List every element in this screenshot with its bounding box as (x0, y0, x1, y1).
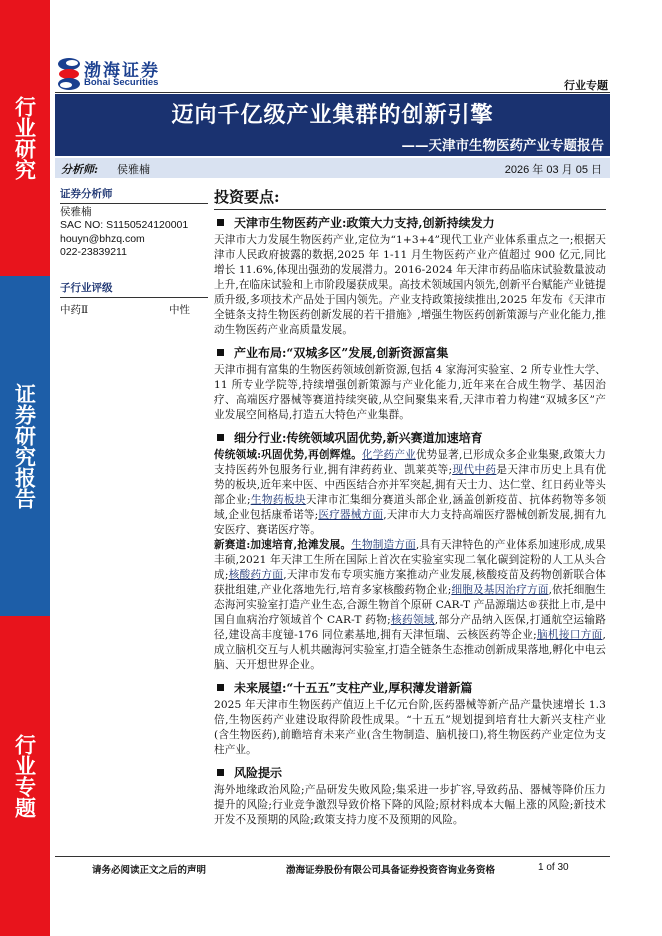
traditional-lead: 传统领域:巩固优势,再创辉煌。 (214, 449, 362, 461)
emerging-text-5: ,成立脑机交互与人机共融海河实验室,打造全链条生态推动创新成果落地,孵化中电云脑、天开想世界企业。 (214, 629, 606, 671)
footer-divider (55, 856, 610, 857)
traditional-text-3: 天津市汇集细分赛道头部企业,涵盖创新疫苗、抗体药物等多领域,企业包括康希诺等; (214, 494, 606, 521)
report-type: 行业专题 (564, 79, 608, 92)
emerging-text-4: ,部分产品纳入医保,打通航空运输路径,建设高丰度镱-176 同位素基地,拥有天津恒瑞、云核医药等企业; (214, 614, 606, 641)
link-medical-devices: 医疗器械方面 (318, 509, 384, 521)
header-divider (55, 92, 610, 93)
section-layout-title: 产业布局:“双城多区”发展,创新资源富集 (234, 346, 449, 360)
section-traditional-body (214, 448, 606, 538)
section-emerging-body (214, 538, 606, 673)
page-number: 1 of 30 (538, 862, 569, 873)
emerging-text-3: ,依托细胞生态海河实验室打造产业生态,合源生物首个原研 CAR-T 产品源瑞达®获批上市,是中国自血病治疗领域首个 CAR-T 药物; (214, 584, 606, 626)
section-risk-heading (214, 764, 606, 781)
link-biologics: 生物药板块 (250, 494, 306, 506)
section-segments-heading (214, 429, 606, 446)
emerging-text-2: ,天津市发布专项实施方案推动产业发展,核酸疫苗及药物创新联合体获批组建,产业化落地先行,培育多家核酸药物企业; (214, 569, 606, 596)
section-industry-body: 天津市大力发展生物医药产业,定位为“1+3+4”现代工业产业体系重点之一;根据天津市人民政府披露的数据,2025 年 1-11 月生物医药产业产值超过 900 亿元,同比增长 11.6%,体现出强劲的发展潜力。2016-2024 年天津市药品临床试验数量波动上升,在临床试验和上市阶段屡获成果。高技术领域国内领先,创新平台赋能产业链提质升级,多项技术产品处于国内领先。产业支持政策接续推出,2025 年发布《天津市全链条支持生物医药创新发展的若干措施》,增强生物医药创新策源与产业化能力,推动生物医药产业高质量发展。 (214, 234, 606, 336)
investment-heading: 投资要点: (214, 188, 280, 206)
section-layout-body: 天津市拥有富集的生物医药领域创新资源,包括 4 家海河实验室、2 所专业性大学、11 所专业学院等,持续增强创新策源与产业化能力,近年来在合成生物学、基因治疗、高端医疗器械等赛道持续突破,从空间聚集来看,天津市着力构建“双城多区”产业发展空间格局,打造五大特色产业集群。 (214, 364, 606, 421)
sidebar-block-industry-topic (0, 616, 50, 936)
traditional-text-1: 优势显著,已形成众多企业集聚,政策大力支持医药外包服务行业,拥有津药药业、凯莱英等; (214, 449, 606, 476)
report-date: 2026 年 03 月 05 日 (504, 164, 602, 176)
section-outlook-title: 未来展望:“十五五”支柱产业,厚积薄发谱新篇 (234, 681, 473, 695)
bullet-square-icon (217, 349, 224, 356)
section-industry-title: 天津市生物医药产业:政策大力支持,创新持续发力 (234, 216, 495, 230)
link-biomanufacturing: 生物制造方面 (351, 539, 416, 551)
traditional-text-2: 是天津市历史上具有优势的板块,近年来中医、中西医结合亦并军突起,拥有天士力、达仁堂、红日药业等头部企业; (214, 464, 606, 506)
sub-industry-name: 中药Ⅱ (60, 303, 89, 316)
sidebar-label-industry-topic: 行业专题 (12, 734, 38, 818)
analyst-label: 分析师: (61, 163, 99, 176)
title-banner (55, 94, 610, 156)
bohai-logo-icon (56, 54, 82, 92)
sidebar-block-industry-research (0, 0, 50, 276)
traditional-text-4: ,天津市大力支持高端医疗器械创新发展,拥有九安医疗、赛诺医疗等。 (214, 509, 606, 536)
left-sidebar (0, 0, 50, 936)
investment-heading-divider (214, 209, 606, 210)
section-industry-heading (214, 214, 606, 231)
footer-disclaimer: 请务必阅读正文之后的声明 (92, 865, 207, 876)
analyst-name: 侯雅楠 (117, 163, 150, 176)
page-title: 迈向千亿级产业集群的创新引擎 (171, 102, 494, 128)
rating-section-heading: 子行业评级 (60, 281, 113, 294)
sidebar-label-securities-report: 证券研究报告 (12, 383, 38, 509)
analyst-band (55, 158, 610, 178)
analyst-info-name: 侯雅楠 (60, 206, 92, 218)
emerging-text-1: ,具有天津特色的产业体系加速形成,成果丰硕,2021 年天津工生所在国际上首次在实验室实现二氧化碳到淀粉的人工从头合成; (214, 539, 606, 581)
analyst-section-heading: 证券分析师 (60, 188, 113, 200)
sub-industry-rating-row (60, 302, 208, 317)
section-risk-title: 风险提示 (234, 766, 283, 780)
left-info-column (60, 186, 208, 317)
analyst-phone: 022-23839211 (60, 246, 127, 258)
link-cell-gene-therapy: 细胞及基因治疗方面 (451, 584, 549, 596)
sidebar-block-securities-report (0, 276, 50, 616)
section-outlook-body: 2025 年天津市生物医药产值迈上千亿元台阶,医药器械等新产品产量快速增长 1.3 倍,生物医药产业建设取得阶段性成果。“十五五”规划提到培育壮大新兴支柱产业(含生物医药),前瞻培育未来产业(含生物制造、脑机接口),将生物医药产业定位为支柱产业。 (214, 699, 606, 756)
link-brain-computer-interface: 脑机接口方面 (536, 629, 603, 641)
bullet-square-icon (217, 769, 224, 776)
bullet-square-icon (217, 684, 224, 691)
footer-company-qualification: 渤海证券股份有限公司具备证券投资咨询业务资格 (286, 865, 496, 876)
link-nucleic-acid-drugs: 核酸药方面 (228, 569, 284, 581)
section-segments-title: 细分行业:传统领域巩固优势,新兴赛道加速培育 (234, 431, 483, 445)
sub-industry-rating: 中性 (169, 303, 190, 316)
section-outlook-heading (214, 679, 606, 696)
bullet-square-icon (217, 219, 224, 226)
logo-text-en: Bohai Securities (84, 77, 159, 88)
section-risk-body: 海外地缘政治风险;产品研发失败风险;集采进一步扩容,导致药品、器械等降价压力提升的风险;行业竞争激烈导致价格下降的风险;原材料成本大幅上涨的风险;新技术开发不及预期的风险;政策支持力度不及预期的风险。 (214, 784, 606, 826)
section-layout-heading (214, 344, 606, 361)
link-chemical-drugs: 化学药产业 (362, 449, 416, 461)
rating-section-divider (60, 297, 208, 298)
analyst-email[interactable]: houyn@bhzq.com (60, 232, 145, 245)
link-nuclear-medicine: 核药领域 (390, 614, 435, 626)
link-modern-tcm: 现代中药 (452, 464, 497, 476)
analyst-sac-number: SAC NO: S1150524120001 (60, 219, 189, 231)
sidebar-label-industry-research: 行业研究 (12, 96, 38, 180)
page-subtitle: ——天津市生物医药产业专题报告 (401, 138, 604, 154)
logo-text-cn: 渤海证券 (84, 61, 160, 80)
emerging-lead: 新赛道:加速培育,抢滩发展。 (214, 539, 352, 551)
analyst-section-divider (60, 203, 208, 204)
bullet-square-icon (217, 434, 224, 441)
bohai-logo (56, 54, 186, 94)
investment-highlights (214, 186, 606, 828)
